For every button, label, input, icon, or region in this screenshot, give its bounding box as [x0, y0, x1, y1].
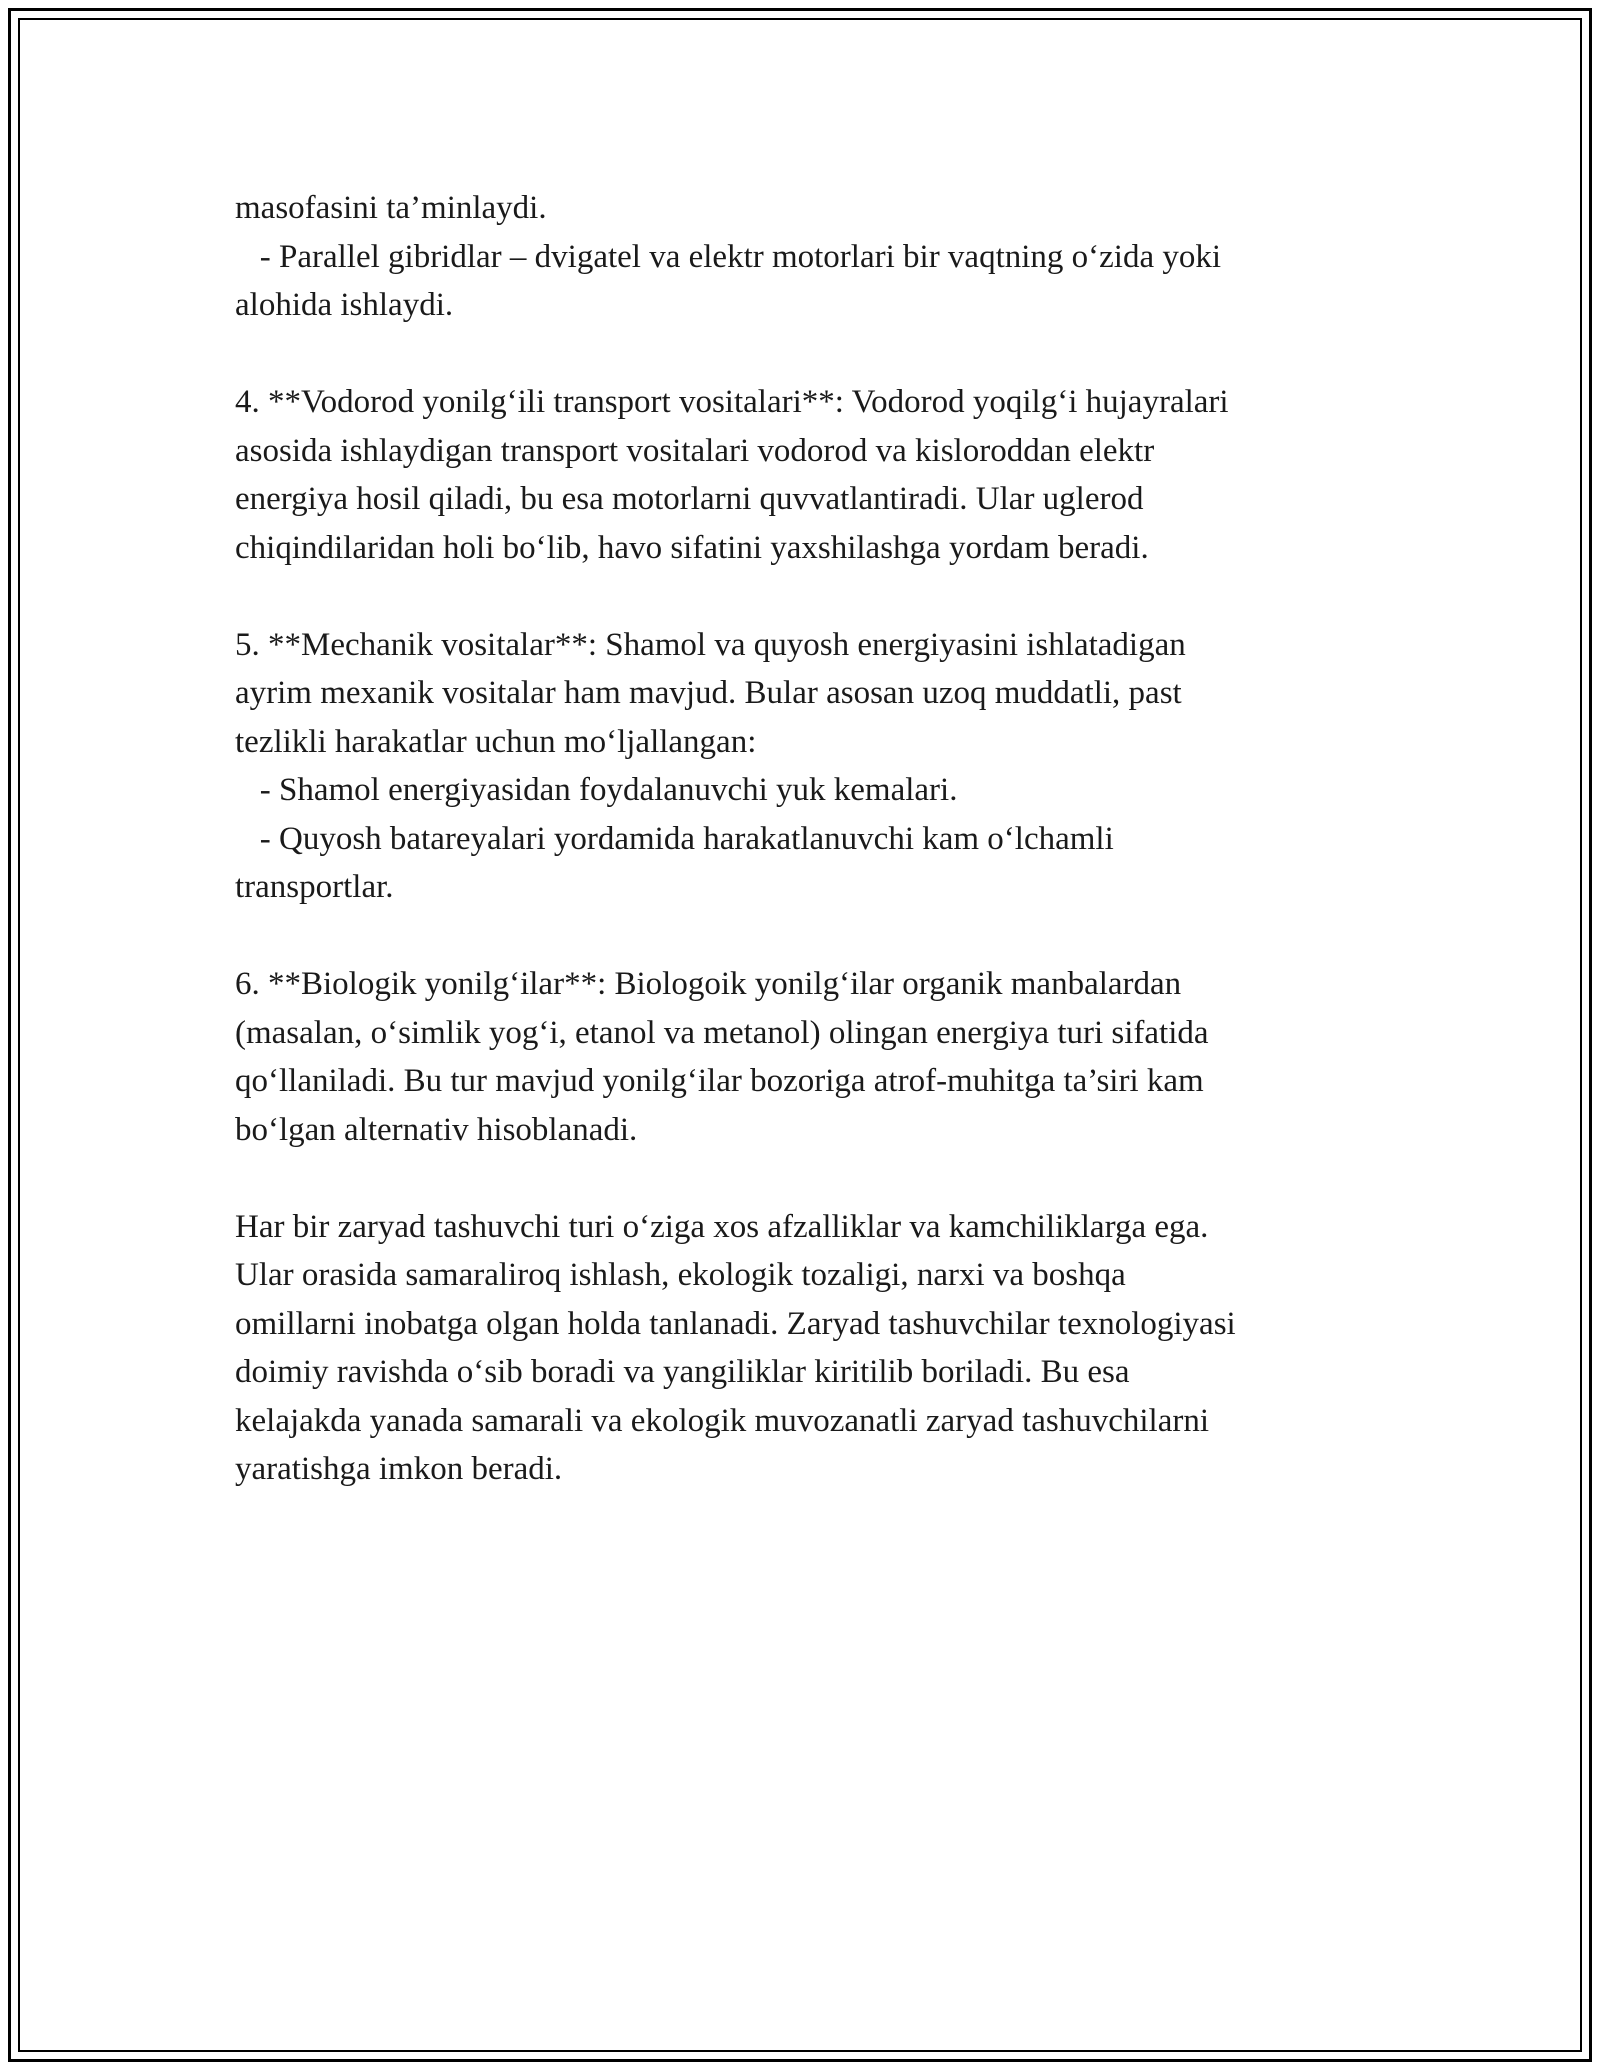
text-line: energiya hosil qiladi, bu esa motorlarni quvvatlantiradi. Ular uglerod [235, 481, 1144, 517]
text-line: doimiy ravishda o‘sib boradi va yangiliklar kiritilib boriladi. Bu esa [235, 1354, 1130, 1390]
text-line: (masalan, o‘simlik yog‘i, etanol va metanol) olingan energiya turi sifatida [235, 1014, 1209, 1051]
text-line: Ular orasida samaraliroq ishlash, ekologik tozaligi, narxi va boshqa [235, 1257, 1126, 1293]
text-line: transportlar. [235, 869, 394, 905]
text-line: alohida ishlaydi. [235, 287, 454, 323]
text-line: 6. **Biologik yonilg‘ilar**: Biologoik yonilg‘ilar organik manbalardan [235, 966, 1182, 1002]
item-6-paragraph [235, 960, 1365, 1154]
text-line: yaratishga imkon beradi. [235, 1451, 563, 1487]
item-5-paragraph [235, 621, 1365, 912]
paragraph-gap [235, 330, 1365, 379]
item-4-paragraph [235, 378, 1365, 572]
text-line: omillarni inobatga olgan holda tanlanadi. Zaryad tashuvchilar texnologiyasi [235, 1305, 1236, 1342]
text-line: bo‘lgan alternativ hisoblanadi. [235, 1111, 638, 1148]
text-line: kelajakda yanada samarali va ekologik muvozanatli zaryad tashuvchilarni [235, 1402, 1210, 1439]
text-line: 4. **Vodorod yonilg‘ili transport vositalari**: Vodorod yoqilg‘i hujayralari [235, 384, 1229, 420]
paragraph-gap [235, 572, 1365, 621]
hybrid-continuation-block [235, 184, 1365, 330]
text-line: ayrim mexanik vositalar ham mavjud. Bular asosan uzoq muddatli, past [235, 675, 1182, 711]
text-line: masofasini ta’minlaydi. [235, 190, 547, 226]
paragraph-gap [235, 912, 1365, 961]
text-line: - Quyosh batareyalari yordamida harakatlanuvchi kam o‘lchamli [235, 820, 1114, 857]
paragraph-gap [235, 1154, 1365, 1203]
document-body [235, 184, 1365, 1494]
text-line: 5. **Mechanik vositalar**: Shamol va quyosh energiyasini ishlatadigan [235, 626, 1186, 663]
conclusion-paragraph [235, 1203, 1365, 1494]
text-line: - Parallel gibridlar – dvigatel va elektr motorlari bir vaqtning o‘zida yoki [235, 238, 1222, 275]
text-line: - Shamol energiyasidan foydalanuvchi yuk kemalari. [235, 772, 958, 808]
text-line: tezlikli harakatlar uchun mo‘ljallangan: [235, 723, 757, 760]
text-line: asosida ishlaydigan transport vositalari vodorod va kisloroddan elektr [235, 432, 1155, 469]
text-line: chiqindilaridan holi bo‘lib, havo sifatini yaxshilashga yordam beradi. [235, 529, 1149, 566]
text-line: Har bir zaryad tashuvchi turi o‘ziga xos afzalliklar va kamchiliklarga ega. [235, 1208, 1209, 1245]
text-line: qo‘llaniladi. Bu tur mavjud yonilg‘ilar bozoriga atrof-muhitga ta’siri kam [235, 1063, 1204, 1099]
